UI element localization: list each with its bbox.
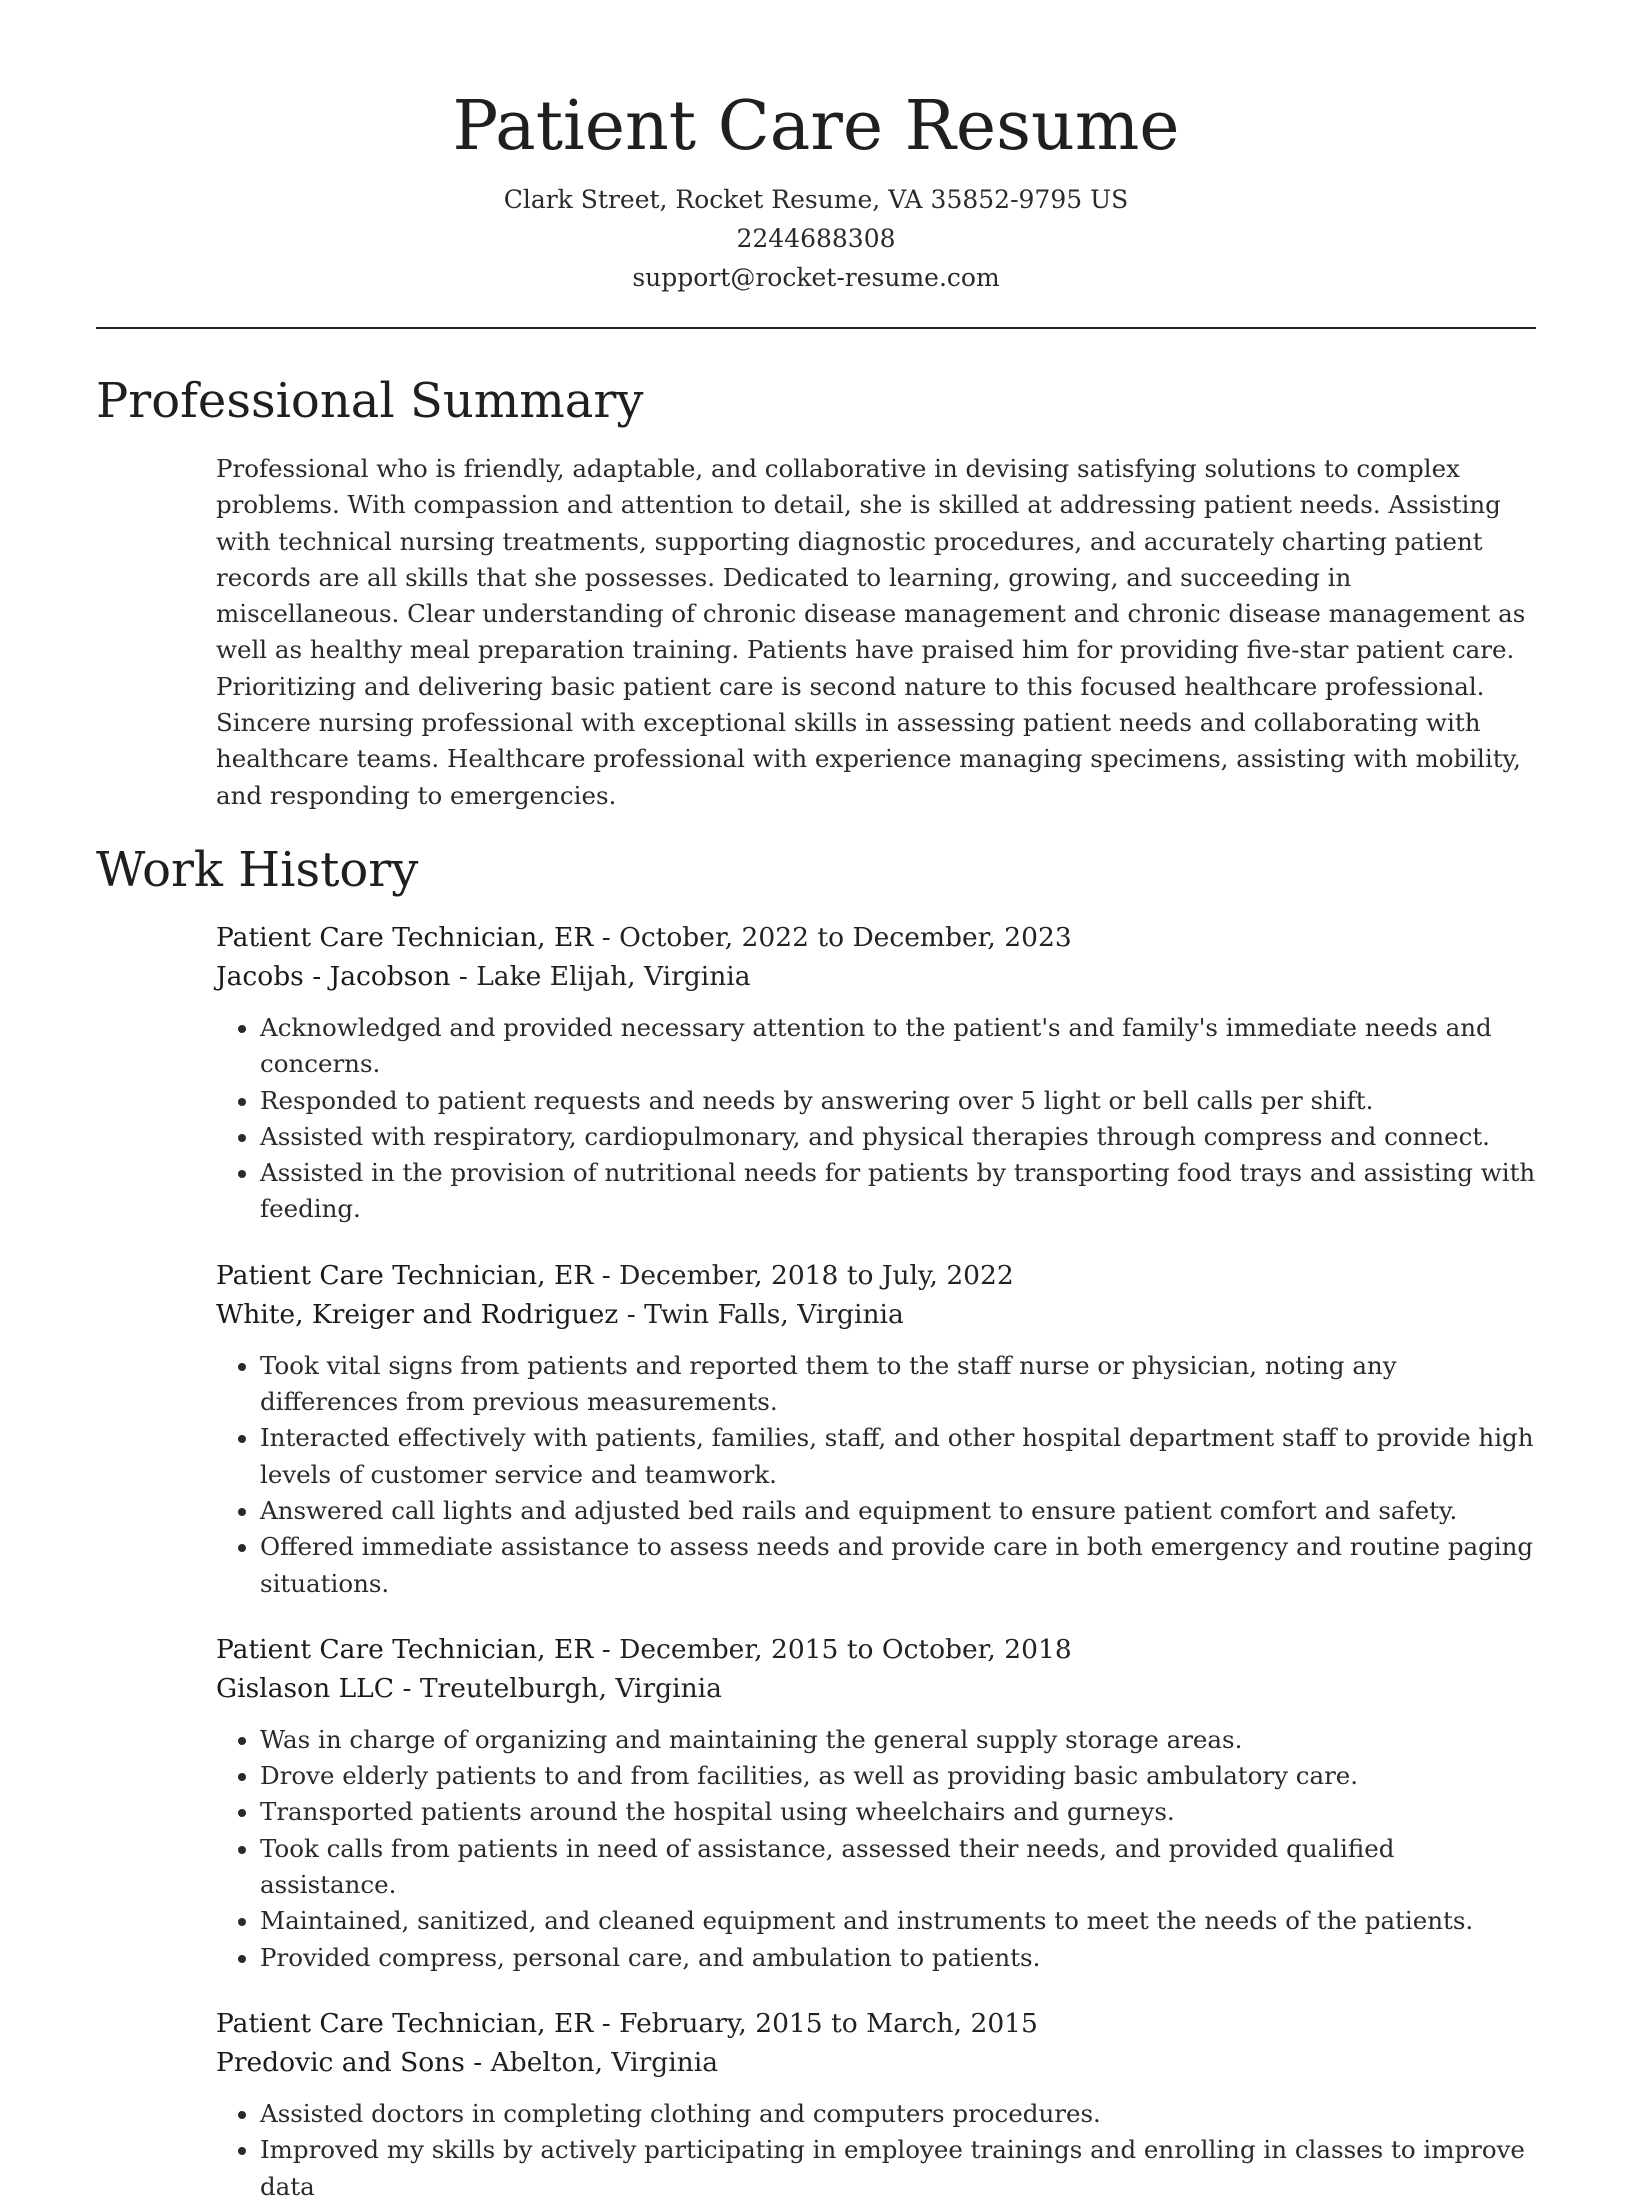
job-entry [216,1630,1536,1976]
job-bullets [216,1722,1536,1976]
resume-name: Patient Care Resume [452,87,1180,166]
job-bullet: • Responded to patient requests and needs by answering over 5 light or bell calls per shift. [260,1083,1536,1119]
job-bullet: • Acknowledged and provided necessary attention to the patient's and family's immediate needs and concerns. [260,1010,1536,1083]
job-bullet: • Was in charge of organizing and maintaining the general supply storage areas. [260,1722,1536,1758]
job-title: Patient Care Technician, ER [216,1633,594,1665]
resume-header [0,0,1632,297]
job-location: - Treutelburgh, Virginia [394,1672,722,1704]
job-dates: - October, 2022 to December, 2023 [593,921,1072,953]
contact-phone: 2244688308 [736,224,896,253]
job-bullet: • Provided compress, personal care, and ambulation to patients. [260,1940,1536,1976]
job-company: Predovic and Sons [216,2046,465,2078]
job-dates: - February, 2015 to March, 2015 [593,2007,1038,2039]
job-company: Gislason LLC [216,1672,395,1704]
contact-address: Clark Street, Rocket Resume, VA 35852-9795 US [503,185,1129,214]
job-location: - Abelton, Virginia [464,2046,719,2078]
job-dates: - December, 2015 to October, 2018 [593,1633,1072,1665]
job-company: White, Kreiger and Rodriguez [216,1298,619,1330]
job-bullet: • Assisted with respiratory, cardiopulmonary, and physical therapies through compress and connect. [260,1119,1536,1155]
job-company-line [216,1295,1536,1334]
job-location: - Twin Falls, Virginia [618,1298,904,1330]
job-company: Jacobs - Jacobson [216,960,451,992]
job-bullet: • Maintained, sanitized, and cleaned equipment and instruments to meet the needs of the patients. [260,1903,1536,1939]
job-company-line [216,957,1536,996]
job-location: - Lake Elijah, Virginia [450,960,751,992]
contact-email: support@rocket-resume.com [632,263,1000,292]
job-title-line [216,1630,1536,1669]
job-bullet: • Improved my skills by actively participating in employee trainings and enrolling in classes to improve data [260,2132,1536,2205]
job-bullet: • Interacted effectively with patients, families, staff, and other hospital department staff to provide high levels of customer service and teamwork. [260,1420,1536,1493]
summary-heading: Professional Summary [96,373,644,429]
job-entry [216,1256,1536,1602]
job-bullet: • Took vital signs from patients and reported them to the staff nurse or physician, noting any differences from previous measurements. [260,1348,1536,1421]
job-company-line [216,2043,1536,2082]
job-title: Patient Care Technician, ER [216,2007,594,2039]
job-title-line [216,918,1536,957]
job-bullets [216,2096,1536,2205]
job-entry [216,2004,1536,2205]
job-bullet: • Assisted in the provision of nutritional needs for patients by transporting food trays and assisting with feeding. [260,1155,1536,1228]
job-title-line [216,2004,1536,2043]
work-history-list [216,918,1536,2205]
job-title: Patient Care Technician, ER [216,1259,594,1291]
job-bullet: • Took calls from patients in need of assistance, assessed their needs, and provided qualified assistance. [260,1831,1536,1904]
job-bullet: • Transported patients around the hospital using wheelchairs and gurneys. [260,1794,1536,1830]
job-title-line [216,1256,1536,1295]
job-entry [216,918,1536,1228]
job-bullet: • Offered immediate assistance to assess needs and provide care in both emergency and routine paging situations. [260,1529,1536,1602]
work-history-heading: Work History [96,841,419,898]
contact-info [0,180,1632,297]
job-bullet: • Assisted doctors in completing clothing and computers procedures. [260,2096,1536,2132]
job-bullet: • Drove elderly patients to and from facilities, as well as providing basic ambulatory care. [260,1758,1536,1794]
job-dates: - December, 2018 to July, 2022 [593,1259,1014,1291]
header-divider [96,327,1536,329]
job-company-line [216,1669,1536,1708]
job-title: Patient Care Technician, ER [216,921,594,953]
job-bullets [216,1010,1536,1228]
summary-text: Professional who is friendly, adaptable, and collaborative in devising satisfying solutions to complex problems. With compassion and attention to detail, she is skilled at addressing patient needs. Assisting with technical nursing treatments, supporting diagnostic procedures, and accurately charting patient records are all skills that she possesses. Dedicated to learning, growing, and succeeding in miscellaneous. Clear understanding of chronic disease management and chronic disease management as well as healthy meal preparation training. Patients have praised him for providing five-star patient care. Prioritizing and delivering basic patient care is second nature to this focused healthcare professional. Sincere nursing professional with exceptional skills in assessing patient needs and collaborating with healthcare teams. Healthcare professional with experience managing specimens, assisting with mobility, and responding to emergencies. [216,454,1526,810]
job-bullets [216,1348,1536,1602]
job-bullet: • Answered call lights and adjusted bed rails and equipment to ensure patient comfort and safety. [260,1493,1536,1529]
